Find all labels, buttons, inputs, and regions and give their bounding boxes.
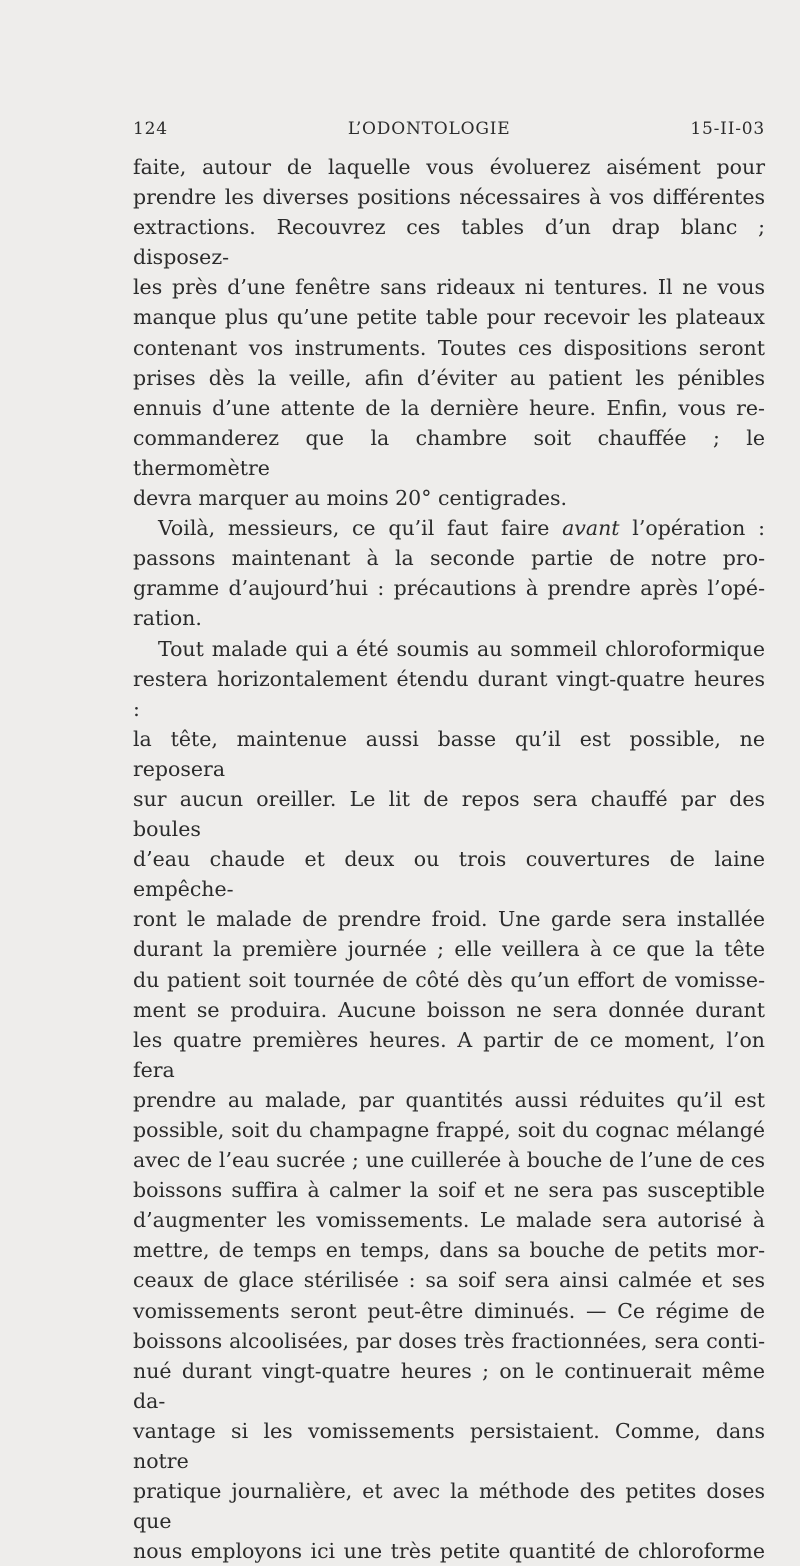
text-line (133, 513, 765, 543)
text-line: gramme d’aujourd’hui : précautions à prendre après l’opé- (133, 576, 765, 601)
text-line: nous employons ici une très petite quantité de chloroforme (133, 1539, 765, 1564)
page-number: 124 (133, 119, 168, 139)
text-line: manque plus qu’une petite table pour recevoir les plateaux (133, 305, 765, 330)
text-line: pratique journalière, et avec la méthode des petites doses que (133, 1479, 765, 1534)
text-line: Tout malade qui a été soumis au sommeil chloroformique (158, 636, 765, 661)
journal-title: L’ODONTOLOGIE (347, 119, 511, 139)
text-run: Voilà, messieurs, ce qu’il faut faire (158, 516, 563, 541)
text-line: les près d’une fenêtre sans rideaux ni tentures. Il ne vous (133, 275, 765, 300)
text-line: devra marquer au moins 20° centigrades. (133, 486, 568, 511)
text-line: prendre les diverses positions nécessaires à vos différentes (133, 185, 765, 210)
text-line: restera horizontalement étendu durant vingt-quatre heures : (133, 666, 765, 721)
text-line: prises dès la veille, afin d’éviter au patient les pénibles (133, 365, 765, 390)
text-line: boissons suffira à calmer la soif et ne sera pas susceptible (133, 1178, 765, 1203)
text-line: contenant vos instruments. Toutes ces dispositions seront (133, 335, 765, 360)
text-run: l’opération : (619, 516, 765, 541)
issue-date: 15-II-03 (690, 119, 765, 139)
text-line: vomissements seront peut-être diminués. — Ce régime de (133, 1298, 765, 1323)
text-line: la tête, maintenue aussi basse qu’il est possible, ne reposera (133, 726, 765, 781)
text-line: faite, autour de laquelle vous évoluerez aisément pour (133, 155, 765, 179)
running-header (133, 119, 765, 139)
text-line: commanderez que la chambre soit chauffée ; le thermomètre (133, 425, 765, 480)
text-line: prendre au malade, par quantités aussi réduites qu’il est (133, 1087, 765, 1112)
text-line: ration. (133, 606, 202, 631)
text-line: durant la première journée ; elle veillera à ce que la tête (133, 937, 765, 962)
text-line: ceaux de glace stérilisée : sa soif sera ainsi calmée et ses (133, 1268, 765, 1293)
text-line: nué durant vingt-quatre heures ; on le continuerait même da- (133, 1358, 765, 1413)
emphasis-avant: avant (562, 516, 620, 541)
text-line: les quatre premières heures. A partir de ce moment, l’on fera (133, 1027, 765, 1082)
text-line: possible, soit du champagne frappé, soit du cognac mélangé (133, 1118, 765, 1142)
text-line: sur aucun oreiller. Le lit de repos sera chauffé par des boules (133, 786, 765, 842)
text-line: passons maintenant à la seconde partie de notre pro- (133, 546, 765, 571)
body-text (133, 152, 765, 1566)
text-line: boissons alcoolisées, par doses très fractionnées, sera conti- (133, 1328, 765, 1353)
text-line: d’augmenter les vomissements. Le malade sera autorisé à (133, 1208, 765, 1233)
text-line: avec de l’eau sucrée ; une cuillerée à bouche de l’une de ces (133, 1148, 765, 1173)
text-line: ront le malade de prendre froid. Une garde sera installée (133, 907, 765, 932)
text-line: ment se produira. Aucune boisson ne sera donnée durant (133, 997, 765, 1022)
text-line: extractions. Recouvrez ces tables d’un drap blanc ; disposez- (133, 215, 765, 270)
text-line: mettre, de temps en temps, dans sa bouche de petits mor- (133, 1238, 765, 1263)
text-line: du patient soit tournée de côté dès qu’un effort de vomisse- (133, 967, 765, 992)
text-line: d’eau chaude et deux ou trois couvertures de laine empêche- (133, 847, 765, 902)
text-line: ennuis d’une attente de la dernière heure. Enfin, vous re- (133, 395, 765, 420)
text-line: vantage si les vomissements persistaient. Comme, dans notre (133, 1418, 765, 1474)
